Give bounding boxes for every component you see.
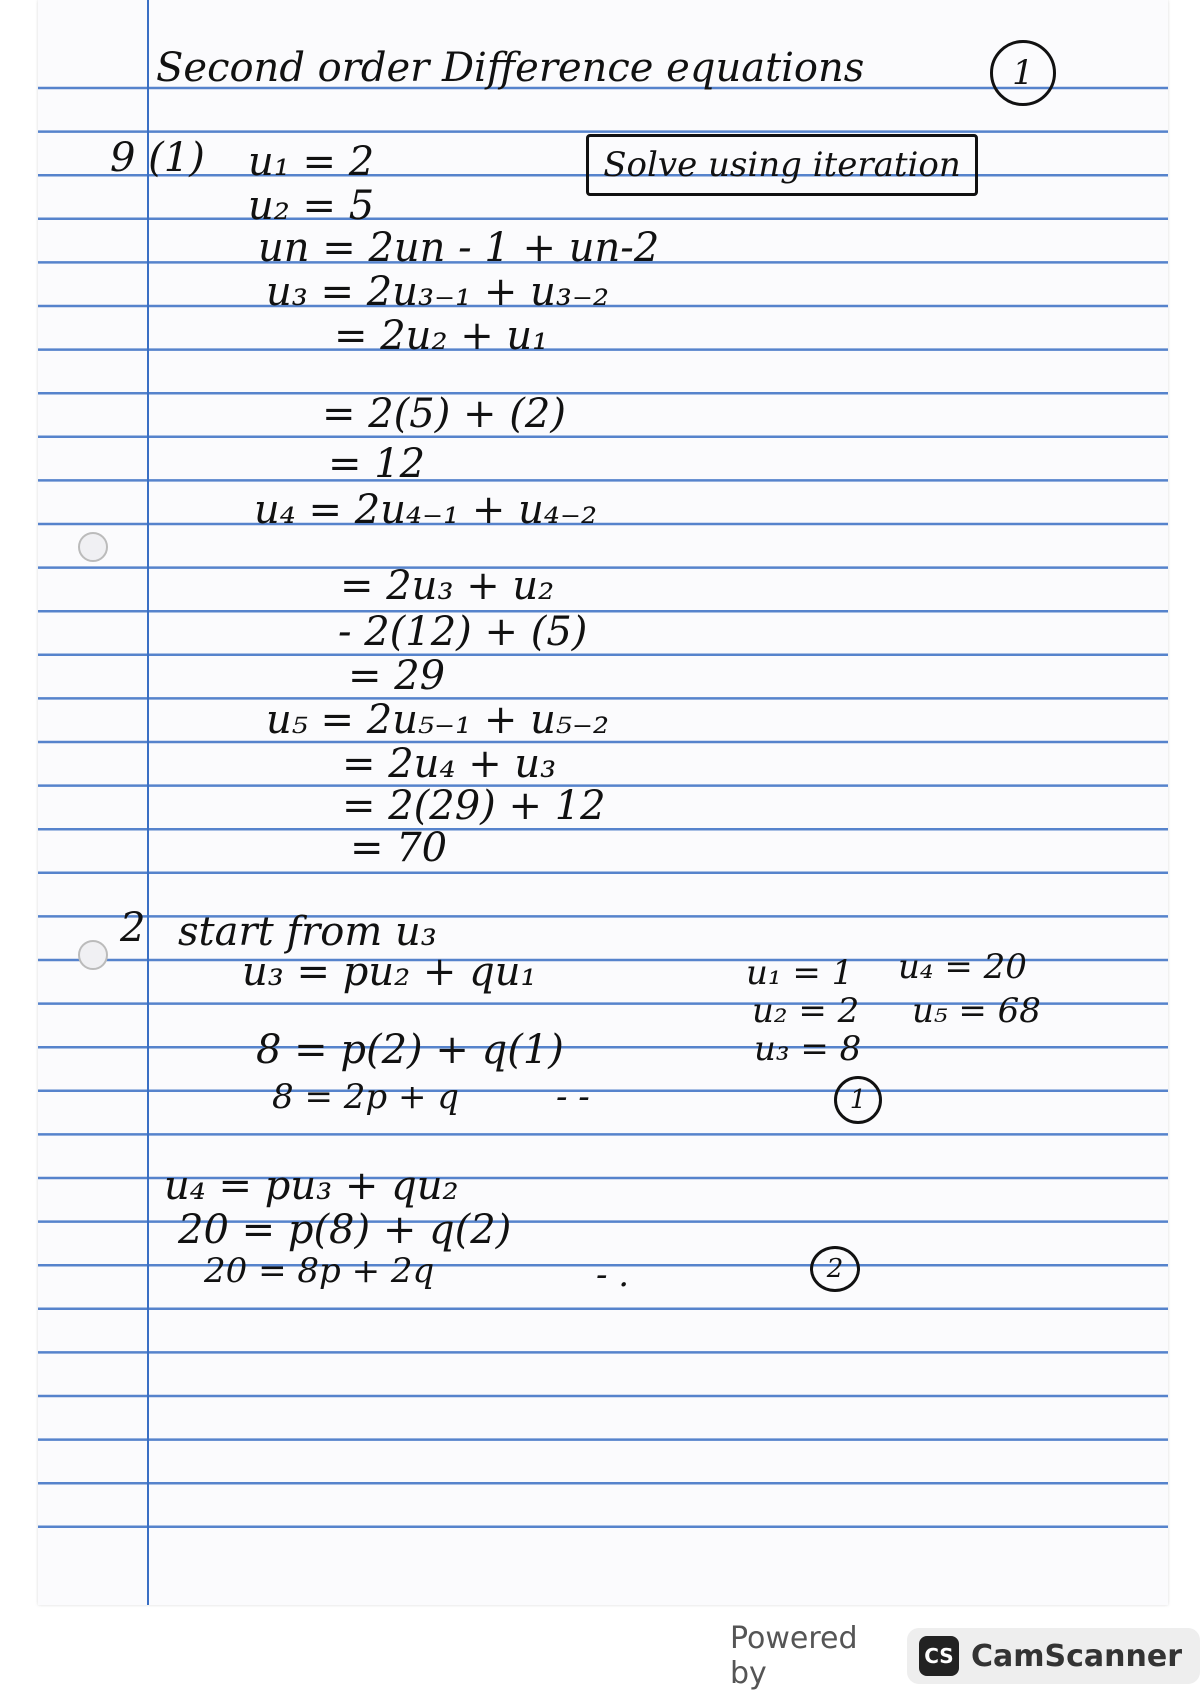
q2-dash: - . xyxy=(596,1255,630,1295)
q1-line: u₅ = 2u₅₋₁ + u₅₋₂ xyxy=(266,697,610,743)
q1-line: = 2u₃ + u₂ xyxy=(340,563,555,609)
q1-line: u₄ = 2u₄₋₁ + u₄₋₂ xyxy=(254,487,598,533)
given-u3: u₃ = 8 xyxy=(754,1029,862,1069)
q1-line: = 2u₂ + u₁ xyxy=(334,313,549,359)
powered-by-text: Powered by xyxy=(730,1621,858,1691)
camscanner-brand: CamScanner xyxy=(970,1638,1182,1674)
scanner-watermark xyxy=(730,1618,1200,1694)
question-label: 9 (1) xyxy=(110,135,205,181)
notebook-page xyxy=(38,0,1168,1605)
equation-marker: 2 xyxy=(810,1246,860,1292)
q1-line: un = 2un - 1 + un-2 xyxy=(258,225,660,271)
page-title: Second order Difference equations xyxy=(156,45,865,91)
q1-line: = 70 xyxy=(350,825,448,871)
given-u4: u₄ = 20 xyxy=(898,947,1027,987)
q1-line: = 12 xyxy=(328,441,426,487)
q2-line: u₄ = pu₃ + qu₂ xyxy=(164,1163,459,1209)
page-number-circle: 1 xyxy=(990,40,1056,106)
q2-line: 8 = p(2) + q(1) xyxy=(256,1027,564,1073)
q1-line: u₁ = 2 xyxy=(248,139,375,185)
camscanner-logo-icon: CS xyxy=(919,1636,959,1676)
given-u5: u₅ = 68 xyxy=(912,991,1041,1031)
q2-intro: start from u₃ xyxy=(178,909,437,955)
q2-line: u₃ = pu₂ + qu₁ xyxy=(242,949,537,995)
question-label: 2 xyxy=(120,905,146,951)
given-u1: u₁ = 1 xyxy=(746,953,854,993)
q2-line: 8 = 2p + q xyxy=(272,1077,459,1117)
punch-hole xyxy=(78,532,108,562)
q1-line: = 2u₄ + u₃ xyxy=(342,741,557,787)
q1-line: - 2(12) + (5) xyxy=(338,609,588,655)
q1-line: u₂ = 5 xyxy=(248,183,375,229)
q2-dash: - - xyxy=(556,1077,590,1117)
q2-line: 20 = 8p + 2q xyxy=(204,1251,435,1291)
given-u2: u₂ = 2 xyxy=(752,991,860,1031)
punch-hole xyxy=(78,940,108,970)
method-note-box xyxy=(586,134,978,196)
q1-line: = 2(5) + (2) xyxy=(322,391,566,437)
q1-line: = 29 xyxy=(348,653,446,699)
method-note: Solve using iteration xyxy=(603,145,961,185)
q1-line: u₃ = 2u₃₋₁ + u₃₋₂ xyxy=(266,269,610,315)
q2-line: 20 = p(8) + q(2) xyxy=(178,1207,512,1253)
q1-line: = 2(29) + 12 xyxy=(342,783,606,829)
camscanner-badge xyxy=(907,1628,1200,1684)
equation-marker: 1 xyxy=(834,1076,882,1124)
